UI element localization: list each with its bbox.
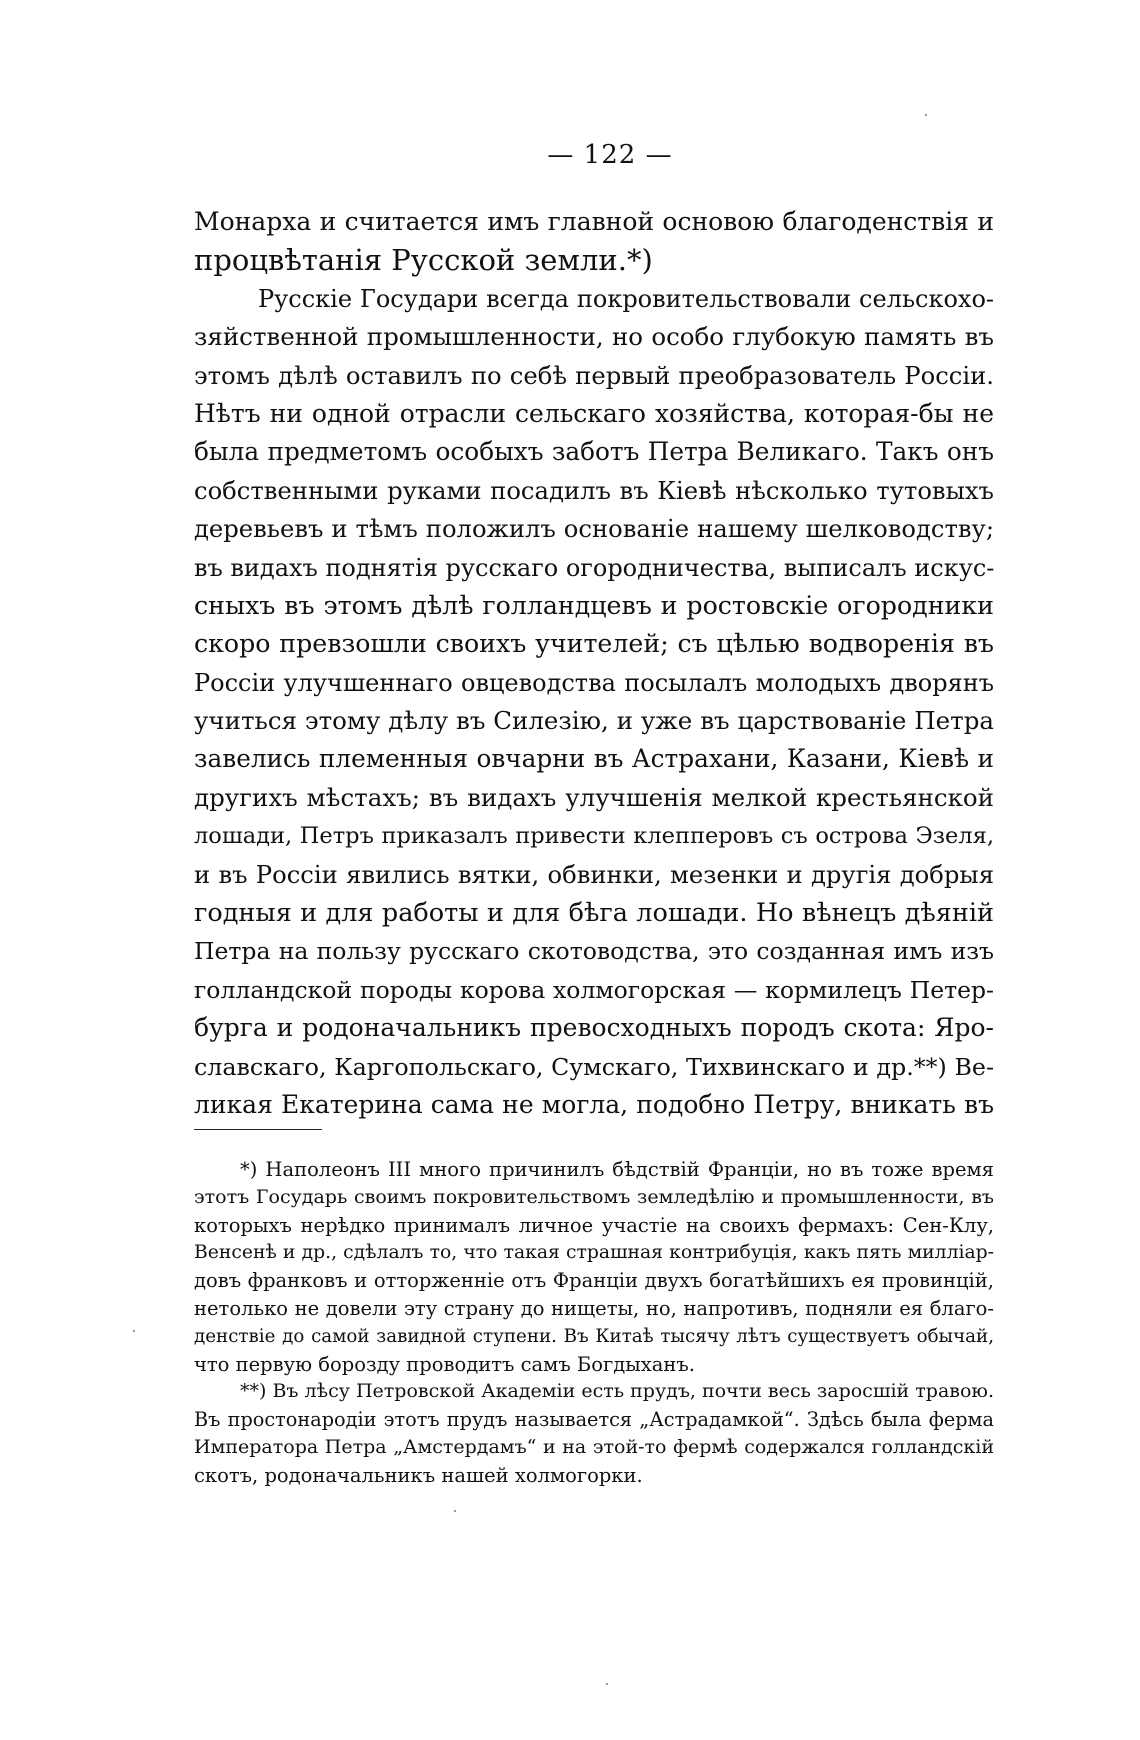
scan-speck xyxy=(454,1510,456,1512)
footnote-line: Венсенѣ и др., сдѣлалъ то, что такая страшная контрибуція, какъ пять милліар- xyxy=(194,1242,994,1264)
text-line: деревьевъ и тѣмъ положилъ основаніе нашему шелководству; xyxy=(194,514,994,544)
footnote-line: **) Въ лѣсу Петровской Академіи есть прудъ, почти весь заросшій травою. xyxy=(240,1380,994,1403)
text-line: Нѣтъ ни одной отрасли сельскаго хозяйства, которая-бы не xyxy=(194,398,994,428)
text-line: процвѣтанія Русской земли.*) xyxy=(194,243,653,278)
footnote-line: которыхъ нерѣдко принималъ личное участіе на своихъ фермахъ: Сен-Клу, xyxy=(194,1213,994,1237)
text-line: сныхъ въ этомъ дѣлѣ голландцевъ и ростовскіе огородники xyxy=(194,590,994,620)
text-line: завелись племенныя овчарни въ Астрахани, Казани, Кіевѣ и xyxy=(194,744,994,774)
footnote-line: *) Наполеонъ III много причинилъ бѣдствій Франціи, но въ тоже время xyxy=(240,1158,994,1181)
text-line: голландской породы корова холмогорская — кормилецъ Петер- xyxy=(194,975,994,1004)
text-line: скоро превзошли своихъ учителей; съ цѣлью водворенія въ xyxy=(194,629,994,659)
text-line: лошади, Петръ приказалъ привести клепперовъ съ острова Эзеля, xyxy=(194,823,994,850)
text-line: этомъ дѣлѣ оставилъ по себѣ первый преобразователь Россіи. xyxy=(194,360,994,390)
footnote-divider xyxy=(194,1129,322,1130)
footnotes-block xyxy=(194,1156,994,1490)
footnote-line: этотъ Государь своимъ покровительствомъ земледѣлію и промышленности, въ xyxy=(194,1185,994,1208)
text-line: была предметомъ особыхъ заботъ Петра Великаго. Такъ онъ xyxy=(194,437,994,467)
text-line: Русскіе Государи всегда покровительствовали сельскохо- xyxy=(258,284,994,313)
text-line: славскаго, Каргопольскаго, Сумскаго, Тихвинскаго и др.**) Ве- xyxy=(194,1052,994,1081)
footnote-line: денствіе до самой завидной ступени. Въ Китаѣ тысячу лѣтъ существуетъ обычай, xyxy=(194,1325,994,1347)
text-line: зяйственной промышленности, но особо глубокую память въ xyxy=(194,322,994,352)
footnote-line: Императора Петра „Амстердамъ“ и на этой-то фермѣ содержался голландскій xyxy=(194,1435,994,1458)
text-line: другихъ мѣстахъ; въ видахъ улучшенія мелкой крестьянской xyxy=(194,782,994,812)
footnote-line: нетолько не довели эту страну до нищеты, но, напротивъ, подняли ея благо- xyxy=(194,1296,994,1320)
main-text-block xyxy=(194,203,994,1124)
text-line: собственными руками посадилъ въ Кіевѣ нѣсколько тутовыхъ xyxy=(194,475,994,505)
scan-speck xyxy=(925,114,927,116)
text-line: Монарха и считается имъ главной основою благоденствія и xyxy=(194,207,994,236)
text-line: Россіи улучшеннаго овцеводства посылалъ молодыхъ дворянъ xyxy=(194,668,994,697)
text-line: учиться этому дѣлу въ Силезію, и уже въ царствованіе Петра xyxy=(194,706,994,736)
footnote-line: что первую борозду проводитъ самъ Богдыханъ. xyxy=(194,1352,695,1376)
page-number: — 122 — xyxy=(547,140,673,170)
footnote-line: скотъ, родоначальникъ нашей холмогорки. xyxy=(194,1463,643,1487)
scan-speck xyxy=(606,1683,608,1685)
text-line: и въ Россіи явились вятки, обвинки, мезенки и другія добрыя xyxy=(194,859,994,889)
text-line: въ видахъ поднятія русскаго огородничества, выписалъ искус- xyxy=(194,553,995,582)
text-line: Петра на пользу русскаго скотоводства, это созданная имъ изъ xyxy=(194,937,994,966)
text-line: бурга и родоначальникъ превосходныхъ породъ скота: Яро- xyxy=(194,1013,994,1043)
scan-speck xyxy=(133,1330,135,1332)
text-line: годныя и для работы и для бѣга лошади. Но вѣнецъ дѣяній xyxy=(194,898,994,929)
footnote-line: довъ франковъ и отторженніе отъ Франціи двухъ богатѣйшихъ ея провинцій, xyxy=(194,1269,994,1293)
text-line: ликая Екатерина сама не могла, подобно Петру, вникать въ xyxy=(194,1089,994,1119)
footnote-line: Въ простонародіи этотъ прудъ называется „Астрадамкой“. Здѣсь была ферма xyxy=(194,1408,994,1432)
